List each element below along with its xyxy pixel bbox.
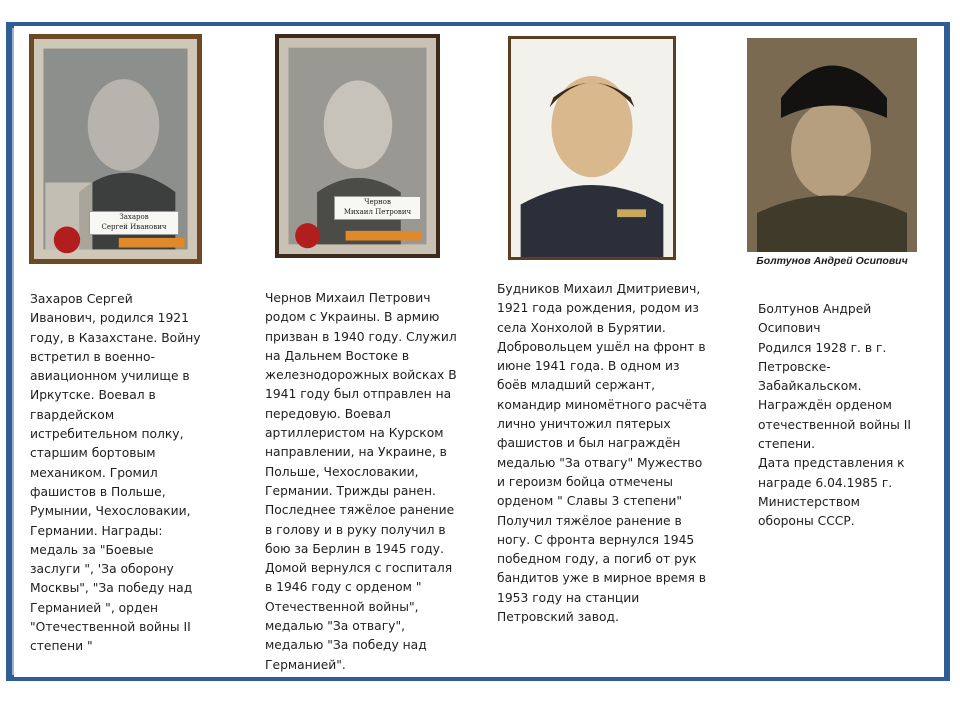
portrait-2 xyxy=(275,34,440,258)
bio-4: Болтунов Андрей Осипович Родился 1928 г. в г. Петровске- Забайкальском. Награждён орденом отечественной войны II степени. Дата представления к награде 6.04.1985 г. Министерством обороны СССР. xyxy=(758,302,911,529)
bio-3: Будников Михаил Дмитриевич, 1921 года рождения, родом из села Хонхолой в Бурятии. Добровольцем ушёл на фронт в июне 1941 года. В одном из боёв младший сержант, командир миномётного расчёта лично уничтожил пятерых фашистов и был награждён медалью "За отвагу" Мужество и героизм бойца отмечены орденом " Славы 3 степени" Получил тяжёлое ранение в ногу. С фронта вернулся 1945 победном году, а погиб от рук бандитов уже в мирное время в 1953 году на станции Петровский завод. xyxy=(497,282,707,625)
bio-2: Чернов Михаил Петрович родом с Украины. В армию призван в 1940 году. Служил на Дальнем Востоке в железнодорожных войсках В 1941 году был отправлен на передовую. Воевал артиллеристом на Курском направлении, на Украине, в Польше, Чехословакии, Германии. Трижды ранен. Последнее тяжёлое ранение в голову и в руку получил в бою за Берлин в 1945 году. Домой вернулся с госпиталя в 1946 году с орденом " Отечественной войны", медалью "За отвагу", медалью "За победу над Германией". xyxy=(265,291,457,672)
portrait-1 xyxy=(29,34,202,264)
portrait-3 xyxy=(508,36,676,260)
portrait-2-image xyxy=(279,38,436,254)
bio-1: Захаров Сергей Иванович, родился 1921 году, в Казахстане. Войну встретил в военно- авиационном училище в Иркутске. Воевал в гвардейском истребительном полку, старшим бортовым механиком. Громил фашистов в Польше, Румынии, Чехословакии, Германии. Награды: медаль за "Боевые заслуги ", 'За оборону Москвы", "За победу над Германией ", орден "Отечественной войны II степени " xyxy=(30,292,201,654)
portrait-3-image xyxy=(511,39,673,257)
portrait-4-caption: Болтунов Андрей Осипович xyxy=(747,252,917,270)
portrait-4 xyxy=(747,38,917,252)
portrait-2-plaque: Чернов Михаил Петрович xyxy=(334,196,421,220)
portrait-1-plaque: Захаров Сергей Иванович xyxy=(89,211,179,235)
portrait-4-image xyxy=(747,38,917,252)
